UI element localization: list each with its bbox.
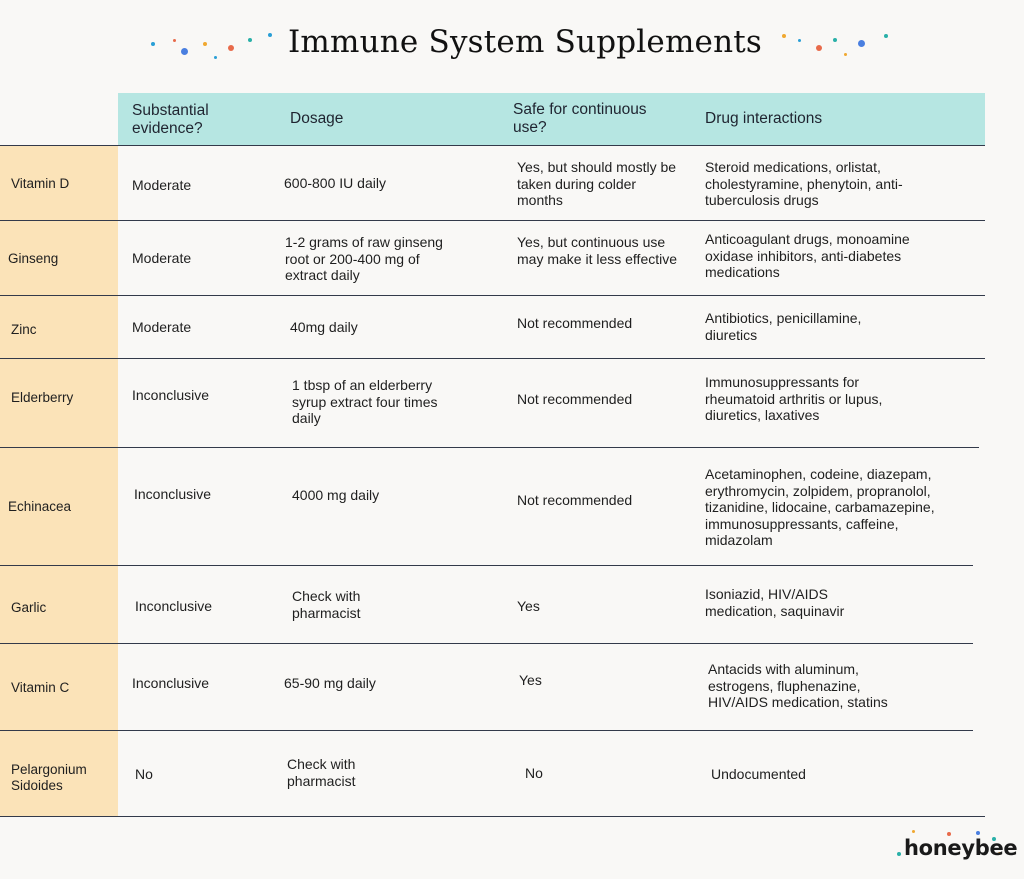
interactions-cell: Immunosuppressants for rheumatoid arthritis or lupus, diuretics, laxatives <box>705 374 883 423</box>
dosage-cell: 40mg daily <box>290 319 358 335</box>
row-label: Ginseng <box>8 251 59 266</box>
interactions-cell: Antibiotics, penicillamine, diuretics <box>705 310 862 343</box>
safe-cell: No <box>525 765 543 781</box>
row-label-band <box>0 146 118 816</box>
evidence-cell: Inconclusive <box>132 387 210 403</box>
safe-cell: Yes <box>519 672 542 688</box>
table-rule <box>0 358 985 359</box>
row-label: Elderberry <box>11 390 74 405</box>
interactions-cell: Steroid medications, orlistat, cholestyramine, phenytoin, anti-tuberculosis drugs <box>705 159 903 208</box>
table-rule <box>0 145 985 146</box>
interactions-cell: Undocumented <box>711 766 806 782</box>
dosage-cell: 1 tbsp of an elderberry syrup extract four times daily <box>292 377 438 426</box>
safe-cell: Yes, but should mostly be taken during colder months <box>517 159 677 208</box>
table-rule <box>0 730 973 731</box>
confetti-decoration-left <box>148 28 278 68</box>
row-label: Zinc <box>11 322 37 337</box>
evidence-cell: Inconclusive <box>134 486 212 502</box>
row-label: Pelargonium Sidoides <box>11 762 87 793</box>
dosage-cell: 1-2 grams of raw ginseng root or 200-400 mg of extract daily <box>285 234 443 283</box>
evidence-cell: No <box>135 766 153 782</box>
safe-cell: Yes <box>517 598 540 614</box>
row-label: Garlic <box>11 600 47 615</box>
safe-cell: Not recommended <box>517 391 633 407</box>
table-rule <box>0 447 979 448</box>
safe-cell: Not recommended <box>517 315 633 331</box>
column-header-dosage: Dosage <box>290 110 344 127</box>
evidence-cell: Inconclusive <box>135 598 213 614</box>
page-title: Immune System Supplements <box>287 24 763 60</box>
interactions-cell: Antacids with aluminum, estrogens, fluphenazine, HIV/AIDS medication, statins <box>708 661 888 710</box>
row-label: Vitamin D <box>11 176 70 191</box>
column-header-evidence: Substantial evidence? <box>132 102 209 137</box>
row-label: Echinacea <box>8 499 72 514</box>
dosage-cell: 65-90 mg daily <box>284 675 376 691</box>
column-header-interactions: Drug interactions <box>705 110 823 127</box>
dosage-cell: 600-800 IU daily <box>284 175 386 191</box>
table-rule <box>0 816 985 817</box>
dosage-cell: 4000 mg daily <box>292 487 380 503</box>
evidence-cell: Moderate <box>132 250 192 266</box>
table-rule <box>0 643 973 644</box>
table-rule <box>0 565 973 566</box>
dosage-cell: Check with pharmacist <box>292 588 361 621</box>
row-label: Vitamin C <box>11 680 70 695</box>
column-header-safe: Safe for continuous use? <box>513 101 647 136</box>
confetti-decoration-right <box>778 28 908 68</box>
interactions-cell: Anticoagulant drugs, monoamine oxidase inhibitors, anti-diabetes medications <box>705 231 910 280</box>
interactions-cell: Isoniazid, HIV/AIDS medication, saquinavir <box>705 586 845 619</box>
evidence-cell: Moderate <box>132 177 192 193</box>
table-rule <box>0 295 985 296</box>
safe-cell: Not recommended <box>517 492 633 508</box>
dosage-cell: Check with pharmacist <box>287 756 356 789</box>
table-rule <box>0 220 985 221</box>
interactions-cell: Acetaminophen, codeine, diazepam, erythromycin, zolpidem, propranolol, tizanidine, lidocaine, carbamazepine, immunosuppressants, caffeine, midazolam <box>705 466 935 548</box>
safe-cell: Yes, but continuous use may make it less effective <box>517 234 678 267</box>
brand-wordmark: honeybee <box>904 836 1018 860</box>
evidence-cell: Moderate <box>132 319 192 335</box>
evidence-cell: Inconclusive <box>132 675 210 691</box>
